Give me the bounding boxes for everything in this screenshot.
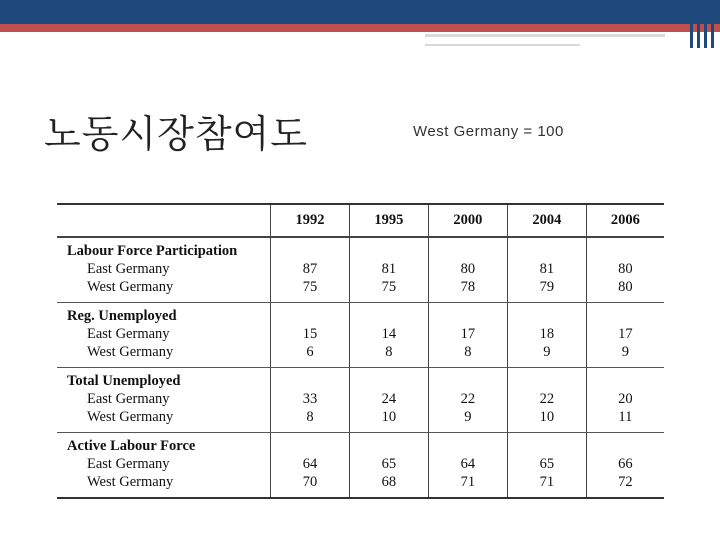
group-label: Reg. Unemployed <box>67 308 177 324</box>
value-cell <box>507 237 586 303</box>
value: 65 <box>539 456 555 472</box>
value: 81 <box>381 261 397 277</box>
value: 80 <box>618 261 633 277</box>
value: 79 <box>539 279 555 295</box>
row-label-cell <box>57 303 271 368</box>
value: 72 <box>618 474 633 490</box>
table-row <box>57 368 664 433</box>
row-label-cell <box>57 433 271 499</box>
value: 22 <box>539 391 555 407</box>
value: 10 <box>539 409 555 425</box>
value: 20 <box>618 391 633 407</box>
year-header: 2004 <box>507 204 586 237</box>
group-label: Labour Force Participation <box>67 243 238 259</box>
value: 78 <box>460 279 476 295</box>
group-label: Total Unemployed <box>67 373 181 389</box>
value-cell <box>507 303 586 368</box>
sub-label: East Germany <box>87 261 170 277</box>
sub-label: East Germany <box>87 391 170 407</box>
value: 9 <box>464 409 472 425</box>
value: 65 <box>381 456 397 472</box>
slide-note: West Germany = 100 <box>413 123 564 140</box>
value-cell <box>271 237 350 303</box>
value: 24 <box>381 391 397 407</box>
value: 8 <box>385 344 393 360</box>
slide-title: 노동시장참여도 <box>44 112 308 156</box>
value-cell <box>271 433 350 499</box>
value: 64 <box>460 456 476 472</box>
row-label-cell <box>57 368 271 433</box>
sub-label: West Germany <box>87 279 174 295</box>
table-row <box>57 303 664 368</box>
year-header: 1992 <box>271 204 350 237</box>
value: 22 <box>460 391 476 407</box>
value: 71 <box>539 474 555 490</box>
sub-label: West Germany <box>87 474 174 490</box>
value-cell <box>586 303 664 368</box>
value: 11 <box>618 409 633 425</box>
value-cell <box>349 303 428 368</box>
value-cell <box>586 433 664 499</box>
value: 14 <box>381 326 397 342</box>
header-stripe <box>690 0 693 48</box>
sub-label: West Germany <box>87 409 174 425</box>
value-cell <box>586 237 664 303</box>
accent-line <box>0 24 720 32</box>
decor-line <box>425 34 665 37</box>
value-cell <box>586 368 664 433</box>
value: 71 <box>460 474 476 490</box>
value: 10 <box>381 409 397 425</box>
value: 68 <box>381 474 397 490</box>
value: 66 <box>618 456 633 472</box>
sub-label: East Germany <box>87 326 170 342</box>
value: 17 <box>460 326 476 342</box>
value: 8 <box>306 409 314 425</box>
sub-label: East Germany <box>87 456 170 472</box>
value: 80 <box>618 279 633 295</box>
value: 81 <box>539 261 555 277</box>
year-header: 1995 <box>349 204 428 237</box>
header-bar <box>0 0 720 24</box>
value-cell <box>349 237 428 303</box>
value: 18 <box>539 326 555 342</box>
value: 80 <box>460 261 476 277</box>
value: 70 <box>302 474 318 490</box>
header-stripe <box>697 0 700 48</box>
decor-line <box>425 44 580 46</box>
value-cell <box>507 433 586 499</box>
value: 8 <box>464 344 472 360</box>
value-cell <box>428 303 507 368</box>
value-cell <box>507 368 586 433</box>
header-stripe <box>704 0 707 48</box>
value-cell <box>349 433 428 499</box>
table-row <box>57 237 664 303</box>
value-cell <box>428 237 507 303</box>
value: 75 <box>381 279 397 295</box>
value: 9 <box>543 344 551 360</box>
year-header: 2000 <box>428 204 507 237</box>
labour-market-table <box>57 203 664 499</box>
group-label: Active Labour Force <box>67 438 196 454</box>
value: 75 <box>302 279 318 295</box>
value: 64 <box>302 456 318 472</box>
value: 33 <box>302 391 318 407</box>
value: 15 <box>302 326 318 342</box>
row-label-cell <box>57 237 271 303</box>
value: 9 <box>621 344 630 360</box>
value-cell <box>428 433 507 499</box>
corner-cell <box>57 204 271 237</box>
value-cell <box>349 368 428 433</box>
value-cell <box>271 368 350 433</box>
value: 17 <box>618 326 633 342</box>
year-header: 2006 <box>586 204 664 237</box>
value: 87 <box>302 261 318 277</box>
table-row <box>57 433 664 499</box>
table-header-row <box>57 204 664 237</box>
sub-label: West Germany <box>87 344 174 360</box>
value-cell <box>271 303 350 368</box>
value-cell <box>428 368 507 433</box>
value: 6 <box>306 344 314 360</box>
header-stripe <box>711 0 714 48</box>
